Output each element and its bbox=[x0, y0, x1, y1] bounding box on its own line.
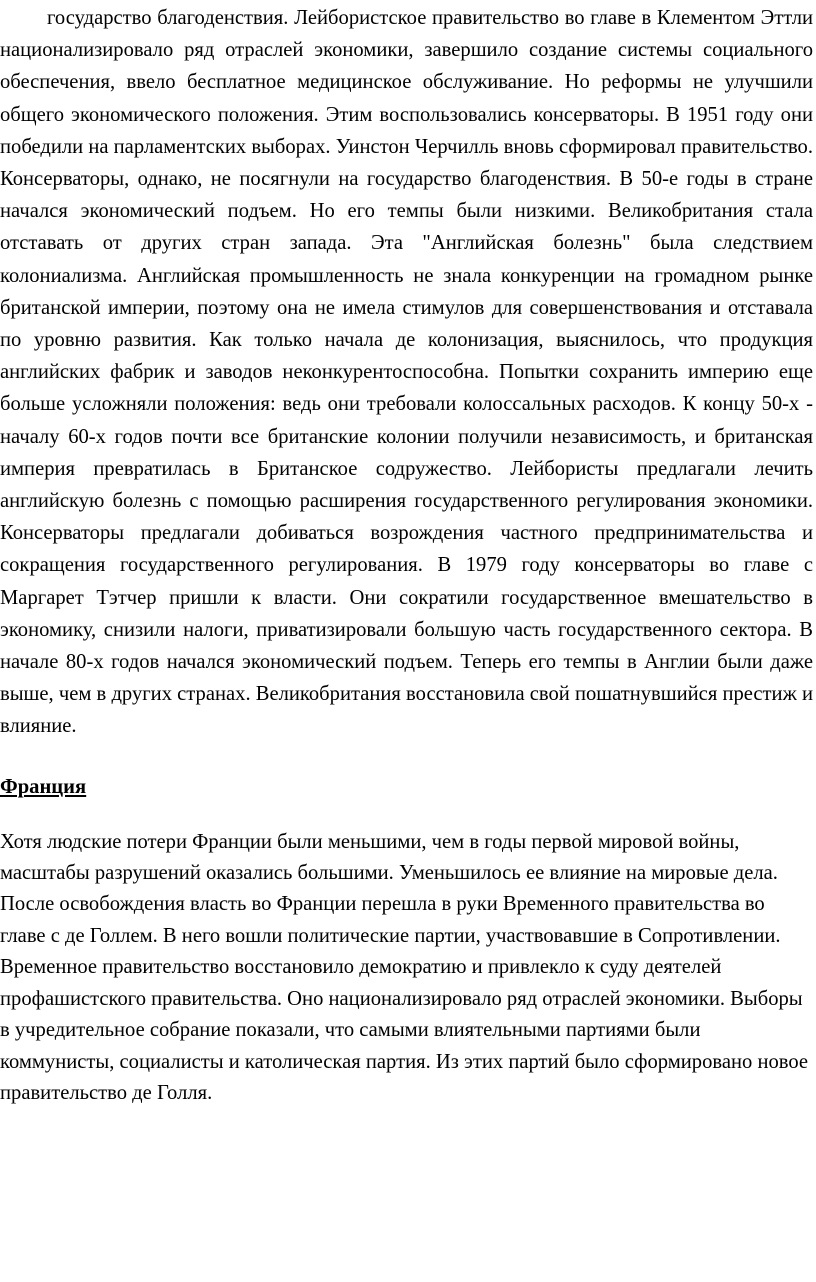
body-paragraph-france: Хотя людские потери Франции были меньшими, чем в годы первой мировой войны, масштабы разрушений оказались большими. Уменьшилось ее влияние на мировые дела. После освобождения власть во Франции перешла в руки Временного правительства во главе с де Голлем. В него вошли политические партии, участвовавшие в Сопротивлении. Временное правительство восстановило демократию и привлекло к суду деятелей профашистского правительства. Оно национализировало ряд отраслей экономики. Выборы в учредительное собрание показали, что самыми влиятельными партиями были коммунисты, социалисты и католическая партия. Из этих партий было сформировано новое правительство де Голля. bbox=[0, 830, 809, 1104]
body-paragraph-britain: государство благоденствия. Лейбористское правительство во главе в Клементом Эттли национализировало ряд отраслей экономики, завершило создание системы социального обеспечения, ввело бесплатное медицинское обслуживание. Но реформы не улучшили общего экономического положения. Этим воспользовались консерваторы. В 1951 году они победили на парламентских выборах. Уинстон Черчилль вновь сформировал правительство. Консерваторы, однако, не посягнули на государство благоденствия. В 50-е годы в стране начался экономический подъем. Но его темпы были низкими. Великобритания стала отставать от других стран запада. Эта "Английская болезнь" была следствием колониализма. Английская промышленность не знала конкуренции на громадном рынке британской империи, поэтому она не имела стимулов для совершенствования и отставала по уровню развития. Как только начала де колонизация, выяснилось, что продукция английских фабрик и заводов неконкурентоспособна. Попытки сохранить империю еще больше усложняли положения: ведь они требовали колоссальных расходов. К концу 50-х - началу 60-х годов почти все британские колонии получили независимость, и британская империя превратилась в Британское содружество. Лейбористы предлагали лечить английскую болезнь с помощью расширения государственного регулирования экономики. Консерваторы предлагали добиваться возрождения частного предпринимательства и сокращения государственного регулирования. В 1979 году консерваторы во главе с Маргарет Тэтчер пришли к власти. Они сократили государственное вмешательство в экономику, снизили налоги, приватизировали большую часть государственного сектора. В начале 80-х годов начался экономический подъем. Теперь его темпы в Англии были даже выше, чем в других странах. Великобритания восстановила свой пошатнувшийся престиж и влияние. bbox=[0, 7, 813, 738]
section-heading-france: Франция bbox=[0, 775, 87, 798]
